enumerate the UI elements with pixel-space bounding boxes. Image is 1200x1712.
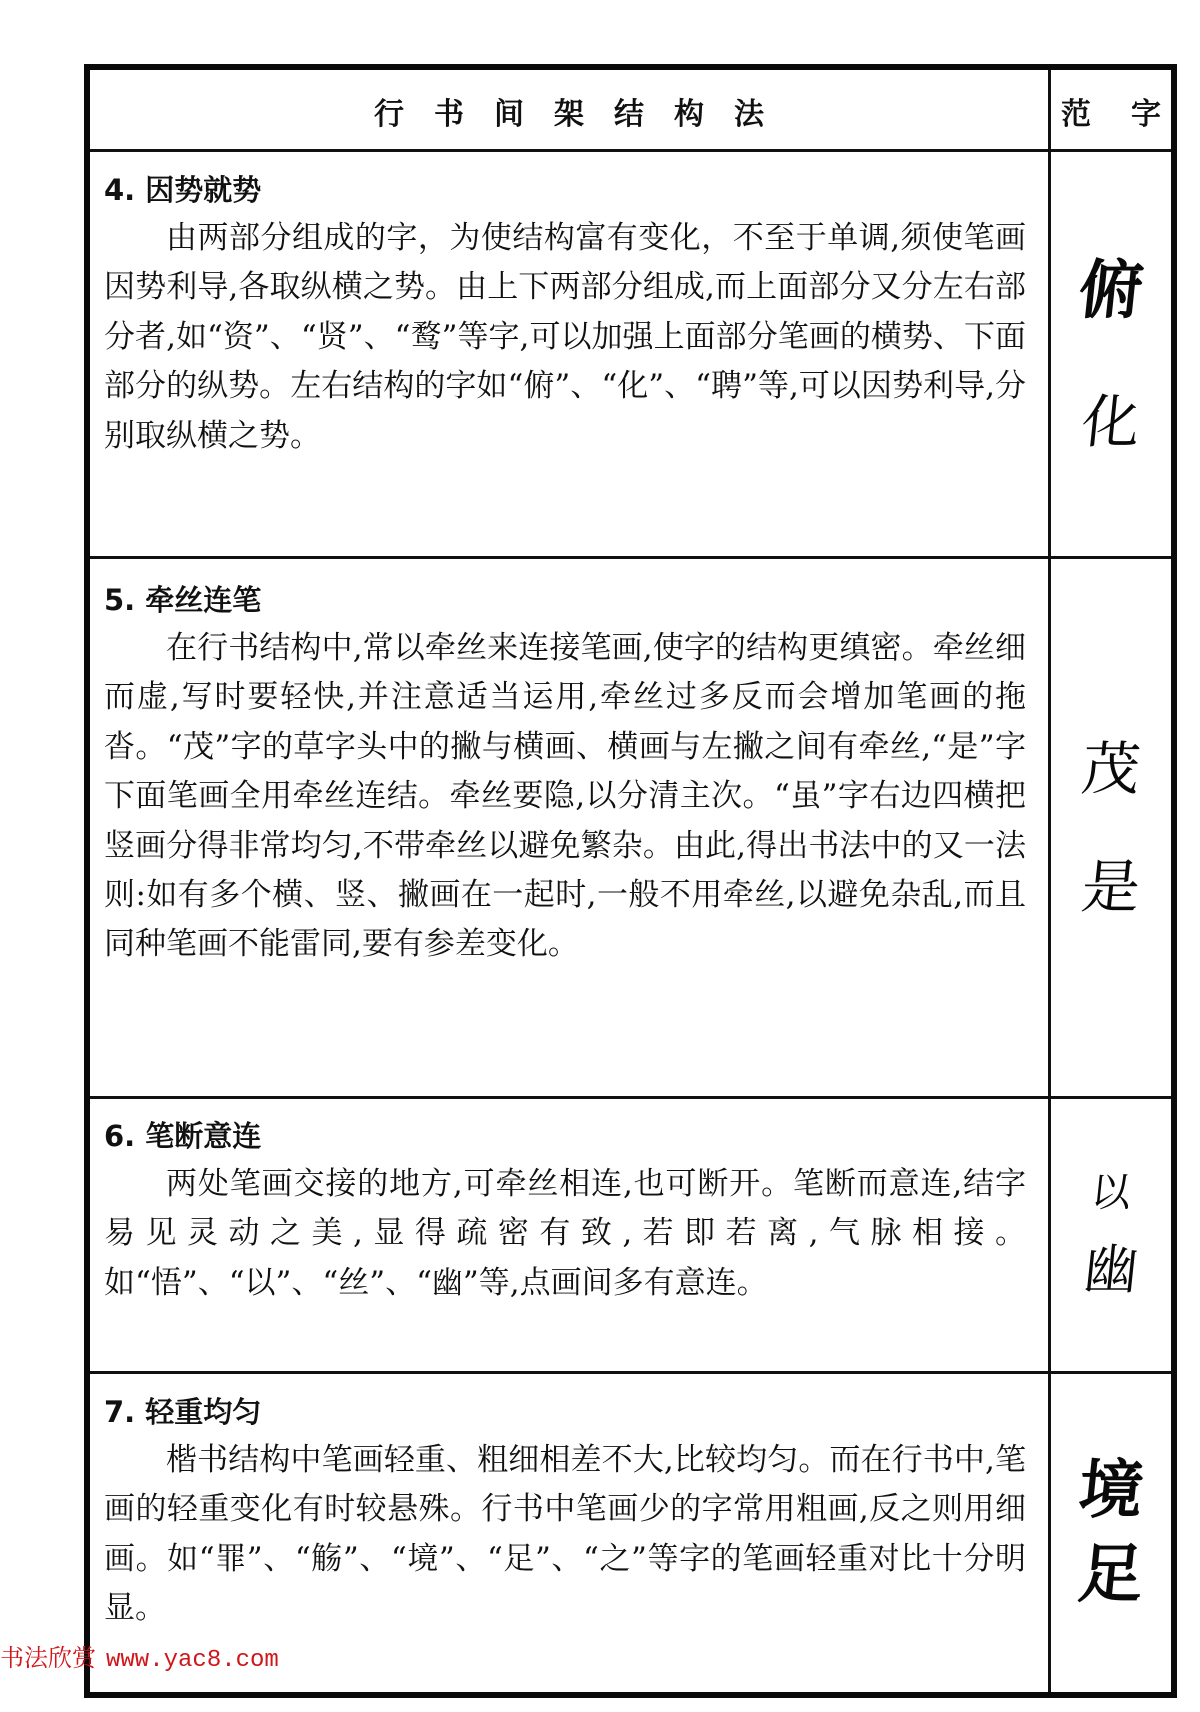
section-title: 4. 因势就势 [104, 173, 262, 207]
section-body: 在行书结构中,常以牵丝来连接笔画,使字的结构更缜密。牵丝细而虚,写时要轻快,并注意适当运用,牵丝过多反而会增加笔画的拖沓。“茂”字的草字头中的撇与横画、横画与左撇之间有牵丝,“是”字下面笔画全用牵丝连结。牵丝要隐,以分清主次。“虽”字右边四横把竖画分得非常均匀,不带牵丝以避免繁杂。由此,得出书法中的又一法则:如有多个横、竖、撇画在一起时,一般不用牵丝,以避免杂乱,而且同种笔画不能雷同,要有参差变化。 [104, 630, 1026, 963]
section-6 [90, 1116, 1048, 1308]
structure-table [84, 64, 1177, 1698]
sample-char: 以 [1088, 1170, 1134, 1216]
watermark-url: www.yac8.com [106, 1647, 279, 1674]
section-body: 楷书结构中笔画轻重、粗细相差不大,比较均匀。而在行书中,笔画的轻重变化有时较悬殊。行书中笔画少的字常用粗画,反之则用细画。如“罪”、“觞”、“境”、“足”、“之”等字的笔画轻重对比十分明显。 [104, 1442, 1026, 1627]
table-header-title: 行书间架结构法 [374, 97, 794, 132]
sample-cell-6 [1051, 1099, 1171, 1371]
watermark [0, 1638, 279, 1674]
sample-char: 茂 [1078, 735, 1144, 803]
section-body: 由两部分组成的字，为使结构富有变化，不至于单调,须使笔画因势利导,各取纵横之势。由上下两部分组成,而上面部分又分左右部分者,如“资”、“贤”、“鹜”等字,可以加强上面部分笔画的横势、下面部分的纵势。左右结构的字如“俯”、“化”、“聘”等,可以因势利导,分别取纵横之势。 [104, 220, 1026, 454]
sample-cell-7 [1051, 1374, 1171, 1692]
table-header-samples [1051, 70, 1171, 152]
sample-char: 是 [1078, 853, 1144, 921]
section-title: 6. 笔断意连 [104, 1119, 262, 1153]
sample-cell-5 [1051, 559, 1171, 1097]
sample-cell-4 [1051, 152, 1171, 558]
section-divider [90, 1371, 1171, 1374]
section-body: 两处笔画交接的地方,可牵丝相连,也可断开。笔断而意连,结字易见灵动之美,显得疏密有致,若即若离,气脉相接。如“悟”、“以”、“丝”、“幽”等,点画间多有意连。 [104, 1166, 1026, 1301]
sample-char: 足 [1075, 1537, 1147, 1612]
section-7 [90, 1392, 1048, 1634]
header-sample-char-1: 范 [1061, 97, 1091, 132]
sample-char: 幽 [1080, 1238, 1142, 1301]
sample-char: 境 [1075, 1453, 1147, 1528]
section-divider [90, 1096, 1171, 1099]
section-4 [90, 170, 1048, 461]
section-title: 7. 轻重均匀 [104, 1395, 262, 1429]
section-title: 5. 牵丝连笔 [104, 583, 262, 617]
watermark-site-name: 书法欣赏 [0, 1644, 96, 1672]
header-divider [90, 149, 1171, 152]
header-sample-char-2: 字 [1131, 97, 1161, 132]
sample-char: 化 [1078, 388, 1144, 456]
sample-char: 俯 [1075, 253, 1147, 328]
section-5 [90, 580, 1048, 970]
section-divider [90, 556, 1171, 559]
